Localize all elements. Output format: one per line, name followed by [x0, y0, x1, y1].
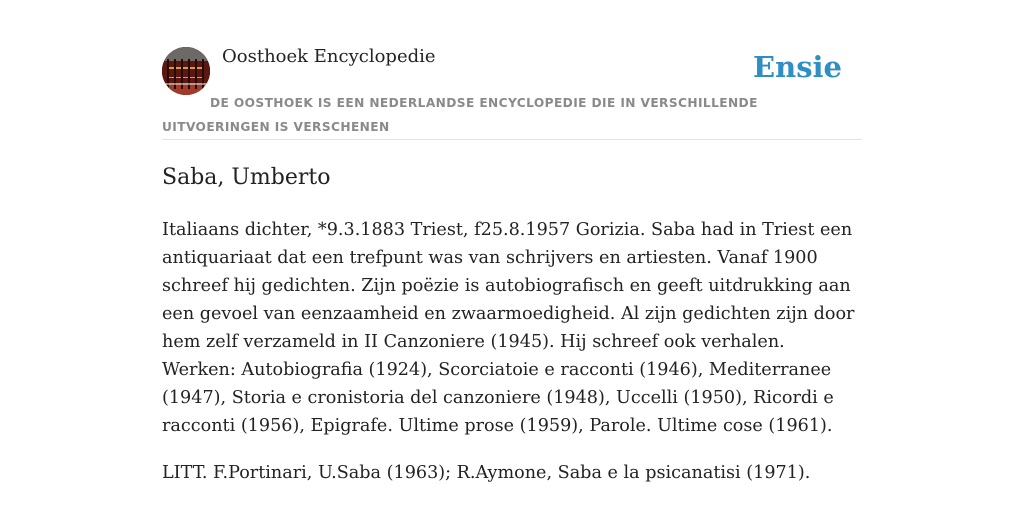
site-title[interactable]: Oosthoek Encyclopedie [222, 46, 436, 67]
encyclopedia-books-avatar-icon[interactable] [162, 47, 210, 95]
site-tagline: DE OOSTHOEK IS EEN NEDERLANDSE ENCYCLOPEDIE DIE IN VERSCHILLENDE UITVOERINGEN IS VERSCHENEN [162, 96, 758, 134]
article-title: Saba, Umberto [162, 165, 331, 190]
article-body: Italiaans dichter, *9.3.1883 Triest, f25.8.1957 Gorizia. Saba had in Triest een antiquariaat dat een trefpunt was van schrijvers en artiesten. Vanaf 1900 schreef hij gedichten. Zijn poëzie is autobiografisch en geeft uitdrukking aan een gevoel van eenzaamheid en zwaarmoedigheid. Al zijn gedichten zijn door hem zelf verzameld in II Canzoniere (1945). Hij schreef ook verhalen. Werken: Autobiografia (1924), Scorciatoie e racconti (1946), Mediterranee (1947), Storia e cronistoria del canzoniere (1948), Uccelli (1950), Ricordi e racconti (1956), Epigrafe. Ultime prose (1959), Parole. Ultime cose (1961). [162, 220, 855, 436]
article-literature: LITT. F.Portinari, U.Saba (1963); R.Aymone, Saba e la psicanatisi (1971). [162, 463, 811, 483]
brand-logo[interactable]: Ensie [753, 50, 842, 84]
header [162, 44, 862, 140]
